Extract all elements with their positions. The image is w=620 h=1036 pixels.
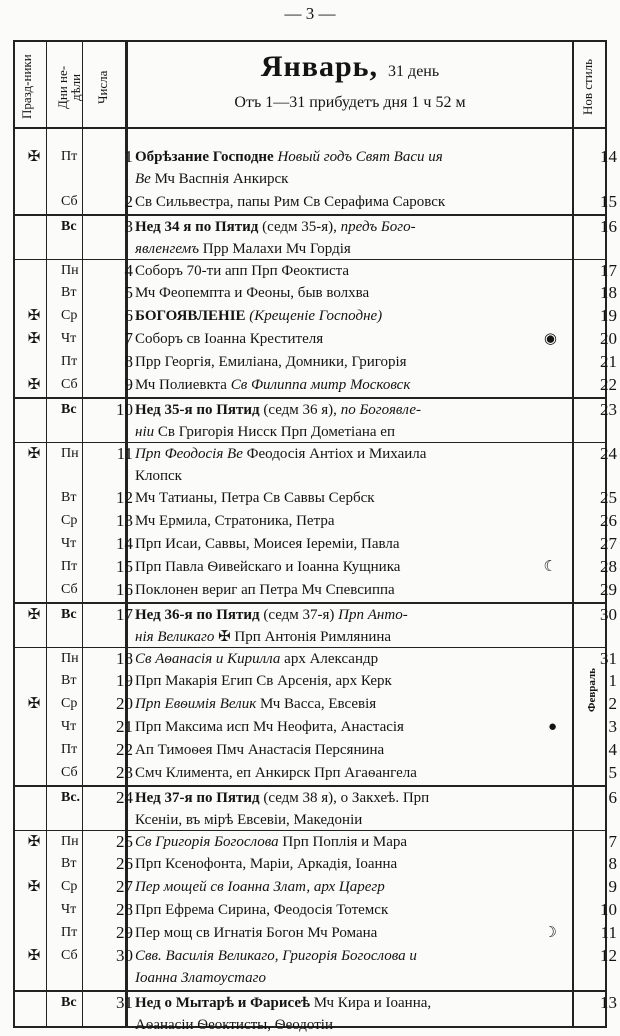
entry-segment: арх Александр	[284, 651, 379, 667]
day-number: 25	[116, 832, 133, 851]
new-style-number: 31	[600, 649, 617, 668]
weekday: Ср	[61, 696, 78, 711]
day-number: 12	[116, 488, 133, 507]
entry-segment: Прр Георгія, Емиліана, Домники, Григорія	[135, 354, 407, 370]
weekday: Чт	[61, 719, 77, 734]
day-row	[13, 487, 617, 509]
entry-segment: Ксеніи, въ мірѣ Евсевіи, Македоніи	[135, 812, 363, 828]
entry-segment: (седм 37-я)	[263, 607, 339, 623]
month-name: Январь,	[260, 50, 379, 83]
day-row	[13, 990, 617, 1036]
day-row	[13, 374, 617, 396]
new-style-number: 16	[600, 217, 617, 236]
new-style-number: 12	[600, 946, 617, 965]
entry-segment: Св Григорія Богослова	[135, 834, 283, 850]
entry-line	[135, 739, 575, 761]
entry-line	[135, 351, 575, 373]
new-style-number: 14	[600, 147, 617, 166]
day-row	[13, 762, 617, 784]
day-number: 29	[116, 923, 133, 942]
entry-line	[135, 556, 575, 578]
day-row	[13, 510, 617, 532]
entry-segment: Прп Анто-	[338, 607, 408, 623]
new-style-number: 8	[608, 854, 617, 873]
entry-line	[135, 282, 575, 304]
day-entry-text	[135, 876, 575, 898]
new-style-number: 30	[600, 605, 617, 624]
new-style-number: 13	[600, 993, 617, 1012]
weekday: Вт	[61, 673, 77, 688]
new-style-number: 17	[600, 261, 617, 280]
entry-segment: (седм 35-я),	[262, 219, 341, 235]
day-entry-text	[135, 146, 575, 190]
entry-segment: Мч Полиевкта	[135, 377, 231, 393]
day-row	[13, 922, 617, 944]
entry-line	[135, 579, 575, 601]
day-number: 13	[116, 511, 133, 530]
weekday: Пн	[61, 834, 79, 849]
day-number: 2	[124, 192, 133, 211]
holiday-cross-icon: ✠	[27, 948, 41, 964]
day-number: 1	[124, 147, 133, 166]
day-number: 16	[116, 580, 133, 599]
weekday: Сб	[61, 377, 78, 392]
col-holidays-label: Празд-ники	[19, 54, 34, 120]
weekday: Пт	[61, 149, 78, 164]
day-entry-text	[135, 260, 575, 282]
entry-segment: Соборъ 70-ти апп Прп Феоктиста	[135, 263, 350, 279]
day-entry-text	[135, 533, 575, 555]
day-entry-text	[135, 831, 575, 853]
entry-line	[135, 238, 575, 260]
day-entry-text	[135, 762, 575, 784]
entry-segment: Прп Ефрема Сирина, Феодосія Тотемск	[135, 902, 389, 918]
weekday: Вт	[61, 490, 77, 505]
entry-segment: Прп Евѳимія Велик	[135, 696, 260, 712]
day-number: 17	[116, 605, 133, 624]
entry-segment: Нед 37-я по Пятид	[135, 790, 264, 806]
day-number: 15	[116, 557, 133, 576]
day-row	[13, 328, 617, 350]
moon-phase-icon: ☽	[543, 925, 557, 941]
weekday: Ср	[61, 879, 78, 894]
new-style-number: 24	[600, 444, 617, 463]
header-divider	[13, 127, 607, 129]
weekday: Пн	[61, 446, 79, 461]
new-style-number: 29	[600, 580, 617, 599]
month-subtitle: Отъ 1—31 прибудетъ дня 1 ч 52 м	[234, 94, 466, 111]
entry-line	[135, 443, 575, 465]
day-row	[13, 830, 617, 853]
day-entry-text	[135, 328, 575, 350]
day-number: 26	[116, 854, 133, 873]
entry-segment: БОГОЯВЛЕНІЕ	[135, 308, 250, 324]
new-style-number: 4	[608, 740, 617, 759]
entry-line	[135, 716, 575, 738]
new-style-number: 7	[608, 832, 617, 851]
col-numbers-label: Числа	[95, 70, 110, 104]
day-row	[13, 785, 617, 831]
day-entry-text	[135, 853, 575, 875]
day-number: 28	[116, 900, 133, 919]
entry-segment: Мч Васпнія Анкирск	[154, 171, 289, 187]
entry-line	[135, 967, 575, 989]
day-number: 8	[124, 352, 133, 371]
day-entry-text	[135, 510, 575, 532]
entry-segment: Нед 35-я по Пятид	[135, 402, 264, 418]
entry-line	[135, 762, 575, 784]
day-entry-text	[135, 992, 575, 1036]
entry-line	[135, 328, 575, 350]
day-row	[13, 876, 617, 898]
entry-segment: Пер мощей св Іоанна Злат, арх Царегр	[135, 879, 385, 895]
entry-line	[135, 399, 575, 421]
entry-segment: Свв. Василія Великаго, Григорія Богослова и	[135, 948, 417, 964]
new-style-number: 11	[600, 923, 617, 942]
new-style-number: 18	[600, 283, 617, 302]
entry-segment: (седм 36 я),	[263, 402, 341, 418]
entry-segment: предъ Бого-	[340, 219, 416, 235]
entry-segment: Прп Макарія Егип Св Арсенія, арх Керк	[135, 673, 392, 689]
new-style-number: 25	[600, 488, 617, 507]
entry-segment: Св Сильвестра, папы Рим Св Серафима Саровск	[135, 194, 446, 210]
new-style-number: 23	[600, 400, 617, 419]
entry-segment: Прп Феодосія Ве	[135, 446, 247, 462]
entry-segment: Прп Максима исп Мч Неофита, Анастасія	[135, 719, 404, 735]
entry-line	[135, 604, 575, 626]
entry-line	[135, 146, 575, 168]
day-number: 27	[116, 877, 133, 896]
day-number: 22	[116, 740, 133, 759]
new-style-number: 5	[608, 763, 617, 782]
entry-segment: Смч Климента, еп Анкирск Прп Агаѳангела	[135, 765, 417, 781]
entry-segment: Поклонен вериг ап Петра Мч Спевсиппа	[135, 582, 395, 598]
entry-line	[135, 787, 575, 809]
day-row	[13, 670, 617, 692]
holiday-cross-icon: ✠	[27, 607, 41, 623]
entry-segment: Св Филиппа митр Московск	[230, 377, 411, 393]
new-style-number: 19	[600, 306, 617, 325]
day-row	[13, 191, 617, 213]
entry-line	[135, 992, 575, 1014]
day-row	[13, 351, 617, 373]
entry-line	[135, 809, 575, 831]
new-style-number: 20	[600, 329, 617, 348]
day-number: 18	[116, 649, 133, 668]
day-number: 4	[124, 261, 133, 280]
entry-segment: Феодосія Антіох и Михаила	[246, 446, 427, 462]
moon-phase-icon: ☾	[543, 559, 557, 575]
entry-segment: Ве	[135, 171, 155, 187]
day-number: 20	[116, 694, 133, 713]
new-style-number: 21	[600, 352, 617, 371]
day-row	[13, 259, 617, 282]
month-days: 31 день	[388, 63, 440, 80]
day-entry-text	[135, 191, 575, 213]
day-number: 7	[124, 329, 133, 348]
day-row	[13, 945, 617, 989]
weekday: Пт	[61, 559, 78, 574]
day-entry-text	[135, 556, 575, 578]
weekday: Ср	[61, 308, 78, 323]
entry-segment: Прп Павла Ѳивейскаго и Іоанна Кущника	[135, 559, 401, 575]
entry-line	[135, 465, 575, 487]
weekday: Вс	[61, 995, 77, 1010]
day-number: 9	[124, 375, 133, 394]
entry-line	[135, 305, 575, 327]
day-row	[13, 533, 617, 555]
weekday: Ср	[61, 513, 78, 528]
entry-segment: по Богоявле-	[340, 402, 421, 418]
weekday: Чт	[61, 902, 77, 917]
entry-line	[135, 693, 575, 715]
day-number: 21	[116, 717, 133, 736]
entry-segment: Мч Ермила, Стратоника, Петра	[135, 513, 335, 529]
weekday: Чт	[61, 331, 77, 346]
entry-line	[135, 260, 575, 282]
new-style-number: 27	[600, 534, 617, 553]
entry-segment: Клопск	[135, 468, 182, 484]
holiday-cross-icon: ✠	[27, 308, 41, 324]
day-entry-text	[135, 739, 575, 761]
day-row	[13, 739, 617, 761]
day-row	[13, 146, 617, 190]
day-number: 24	[116, 788, 133, 807]
entry-line	[135, 626, 575, 648]
entry-line	[135, 510, 575, 532]
entry-line	[135, 899, 575, 921]
entry-segment: Прп Ксенофонта, Маріи, Аркадія, Іоанна	[135, 856, 398, 872]
day-entry-text	[135, 899, 575, 921]
entry-line	[135, 945, 575, 967]
weekday: Сб	[61, 582, 78, 597]
entry-segment: Мч Кира и Іоанна,	[313, 995, 432, 1011]
entry-line	[135, 374, 575, 396]
weekday: Вс.	[61, 790, 81, 805]
entry-segment: Соборъ св Іоанна Крестителя	[135, 331, 324, 347]
weekday: Вт	[61, 285, 77, 300]
entry-segment: нія Великаго	[135, 629, 219, 645]
day-number: 11	[116, 444, 133, 463]
entry-segment: Ап Тимоѳея Пмч Анастасія Персянина	[135, 742, 385, 758]
day-entry-text	[135, 399, 575, 443]
day-row	[13, 716, 617, 738]
holiday-cross-icon: ✠	[27, 377, 41, 393]
entry-segment: Св Григорія Нисск Прп Дометіана еп	[157, 424, 395, 440]
moon-phase-icon: ●	[547, 719, 557, 735]
new-style-number: 28	[600, 557, 617, 576]
entry-line	[135, 670, 575, 692]
weekday: Сб	[61, 948, 78, 963]
day-entry-text	[135, 670, 575, 692]
day-number: 5	[124, 283, 133, 302]
day-number: 10	[116, 400, 133, 419]
page-number: — 3 —	[284, 4, 336, 23]
day-number: 14	[116, 534, 133, 553]
new-style-number: 15	[600, 192, 617, 211]
entry-segment: явленгемъ	[135, 241, 203, 257]
entry-segment: Прп Поплія и Мара	[282, 834, 408, 850]
holiday-cross-icon: ✠	[27, 696, 41, 712]
day-number: 23	[116, 763, 133, 782]
new-style-number: 9	[608, 877, 617, 896]
day-row	[13, 282, 617, 304]
day-entry-text	[135, 579, 575, 601]
month-title	[125, 50, 575, 84]
weekday: Сб	[61, 765, 78, 780]
weekday: Вс	[61, 219, 77, 234]
day-entry-text	[135, 216, 575, 260]
entry-segment: Прп Исаи, Саввы, Моисея Іереміи, Павла	[135, 536, 400, 552]
entry-segment: Нед 34 я по Пятид	[135, 219, 263, 235]
entry-line	[135, 922, 575, 944]
day-entry-text	[135, 487, 575, 509]
day-row	[13, 556, 617, 578]
entry-line	[135, 191, 575, 213]
new-style-number: 22	[600, 375, 617, 394]
day-row	[13, 397, 617, 443]
entry-segment: Прр Малахи Мч Гордія	[202, 241, 351, 257]
entry-line	[135, 1014, 575, 1036]
entry-segment: Св Аѳанасія и Кирилла	[135, 651, 285, 667]
day-row	[13, 853, 617, 875]
weekday: Сб	[61, 194, 78, 209]
entry-segment: Аѳанасіи Ѳеоктисты, Ѳеодотіи	[135, 1017, 333, 1033]
entry-segment: Мч Татианы, Петра Св Саввы Сербск	[135, 490, 375, 506]
entry-segment: Мч Феопемпта и Феоны, быв волхва	[135, 285, 370, 301]
weekday: Вс	[61, 607, 77, 622]
holiday-cross-icon: ✠	[27, 834, 41, 850]
day-entry-text	[135, 443, 575, 487]
day-entry-text	[135, 922, 575, 944]
day-entry-text	[135, 374, 575, 396]
entry-segment: Нед о Мытарѣ и Фарисеѣ	[135, 995, 314, 1011]
weekday: Чт	[61, 536, 77, 551]
day-entry-text	[135, 351, 575, 373]
col-new-style-label: Нов стиль	[580, 58, 595, 116]
new-style-number: 3	[608, 717, 617, 736]
entry-segment: Пер мощ св Игнатія Богон Мч Романа	[135, 925, 378, 941]
day-row	[13, 899, 617, 921]
day-number: 3	[124, 217, 133, 236]
day-entry-text	[135, 716, 575, 738]
entry-segment: ніи	[135, 424, 158, 440]
entry-line	[135, 533, 575, 555]
entry-line	[135, 876, 575, 898]
entry-segment: Новый годъ Свят Васи ия	[277, 149, 443, 165]
day-entry-text	[135, 648, 575, 670]
day-row	[13, 442, 617, 487]
weekday: Вт	[61, 856, 77, 871]
entry-line	[135, 487, 575, 509]
day-number: 6	[124, 306, 133, 325]
holiday-cross-icon: ✠	[27, 149, 41, 165]
entry-line	[135, 853, 575, 875]
day-entry-text	[135, 693, 575, 715]
weekday: Пт	[61, 925, 78, 940]
weekday: Пт	[61, 742, 78, 757]
entry-line	[135, 216, 575, 238]
day-entry-text	[135, 282, 575, 304]
col-weekdays-label: Дни не-дѣли	[55, 65, 83, 109]
holiday-cross-icon: ✠	[27, 331, 41, 347]
new-style-number: 1	[608, 671, 617, 690]
entry-segment: Мч Васса, Евсевія	[259, 696, 377, 712]
day-entry-text	[135, 787, 575, 831]
day-row	[13, 305, 617, 327]
entry-segment: (Крещеніе Господне)	[249, 308, 383, 324]
day-number: 30	[116, 946, 133, 965]
entry-segment: (седм 38 я), о Закхеѣ. Прп	[263, 790, 430, 806]
entry-segment: Нед 36-я по Пятид	[135, 607, 264, 623]
entry-segment: ✠ Прп Антонія Римлянина	[218, 629, 392, 645]
entry-line	[135, 648, 575, 670]
day-row	[13, 579, 617, 601]
day-number: 19	[116, 671, 133, 690]
weekday: Вс	[61, 402, 77, 417]
weekday: Пн	[61, 263, 79, 278]
weekday: Пт	[61, 354, 78, 369]
day-entry-text	[135, 604, 575, 648]
day-number: 31	[116, 993, 133, 1012]
moon-phase-icon: ◉	[543, 331, 557, 347]
new-style-number: 6	[608, 788, 617, 807]
day-entry-text	[135, 305, 575, 327]
day-row	[13, 693, 617, 715]
new-style-number: 2	[608, 694, 617, 713]
day-row	[13, 647, 617, 670]
entry-line	[135, 421, 575, 443]
february-label: Февраль	[586, 668, 598, 712]
day-row	[13, 602, 617, 648]
holiday-cross-icon: ✠	[27, 879, 41, 895]
day-entry-text	[135, 945, 575, 989]
new-style-number: 10	[600, 900, 617, 919]
day-row	[13, 214, 617, 260]
entry-line	[135, 831, 575, 853]
entry-segment: Іоанна Златоустаго	[135, 970, 266, 986]
entry-line	[135, 168, 575, 190]
entry-segment: Обрѣзание Господне	[135, 149, 278, 165]
holiday-cross-icon: ✠	[27, 446, 41, 462]
weekday: Пн	[61, 651, 79, 666]
new-style-number: 26	[600, 511, 617, 530]
